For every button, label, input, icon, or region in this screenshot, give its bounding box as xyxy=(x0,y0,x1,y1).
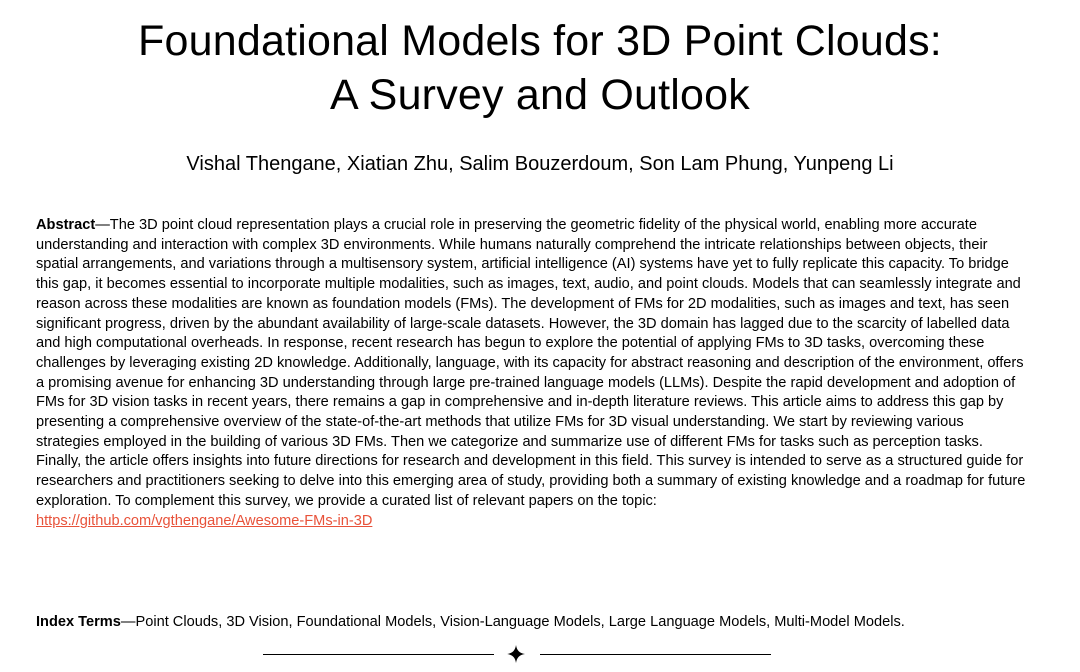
index-terms-label: Index Terms xyxy=(36,614,121,630)
abstract xyxy=(36,216,1026,531)
diamond-star-icon xyxy=(507,645,525,663)
title-line-2: A Survey and Outlook xyxy=(330,71,750,119)
abstract-text: —The 3D point cloud representation plays a crucial role in preserving the geometric fidelity of the physical world, enabling more accurate understanding and interaction with complex 3D environments. While humans naturally comprehend the intricate relationships between objects, their spatial arrangements, and variations through a multisensory system, artificial intelligence (AI) systems have yet to fully replicate this capacity. To bridge this gap, it becomes essential to incorporate multiple modalities, such as images, text, audio, and point clouds. Models that can seamlessly integrate and reason across these modalities are known as foundation models (FMs). The development of FMs for 2D modalities, such as images and text, has seen significant progress, driven by the abundant availability of large-scale datasets. However, the 3D domain has lagged due to the scarcity of labelled data and high computational overheads. In response, recent research has begun to explore the potential of applying FMs to 3D tasks, overcoming these challenges by leveraging existing 2D knowledge. Additionally, language, with its capacity for abstract reasoning and description of the environment, offers a promising avenue for enhancing 3D understanding through large pre-trained language models (LLMs). Despite the rapid development and adoption of FMs for 3D vision tasks in recent years, there remains a gap in comprehensive and in-depth literature reviews. This article aims to address this gap by presenting a comprehensive overview of the state-of-the-art methods that utilize FMs for 3D visual understanding. We start by reviewing various strategies employed in the building of various 3D FMs. Then we categorize and summarize use of different FMs for tasks such as perception tasks. Finally, the article offers insights into future directions for research and development in this field. This survey is intended to serve as a structured guide for researchers and practitioners seeking to delve into this emerging area of study, providing both a summary of existing knowledge and a roadmap for future exploration. To complement this survey, we provide a curated list of relevant papers on the topic: xyxy=(36,217,1026,509)
index-terms-text: —Point Clouds, 3D Vision, Foundational Models, Vision-Language Models, Large Language Models, Multi-Model Models. xyxy=(120,614,905,630)
index-terms xyxy=(36,612,1036,632)
title-line-1: Foundational Models for 3D Point Clouds: xyxy=(138,17,942,65)
author-list: Vishal Thengane, Xiatian Zhu, Salim Bouzerdoum, Son Lam Phung, Yunpeng Li xyxy=(186,153,894,175)
abstract-label: Abstract xyxy=(36,217,96,233)
divider-rule-right xyxy=(540,654,771,655)
paper-title xyxy=(0,14,1080,122)
divider-rule-left xyxy=(263,654,494,655)
section-divider xyxy=(0,645,1080,665)
repository-link[interactable]: https://github.com/vgthengane/Awesome-FMs-in-3D xyxy=(36,512,373,529)
